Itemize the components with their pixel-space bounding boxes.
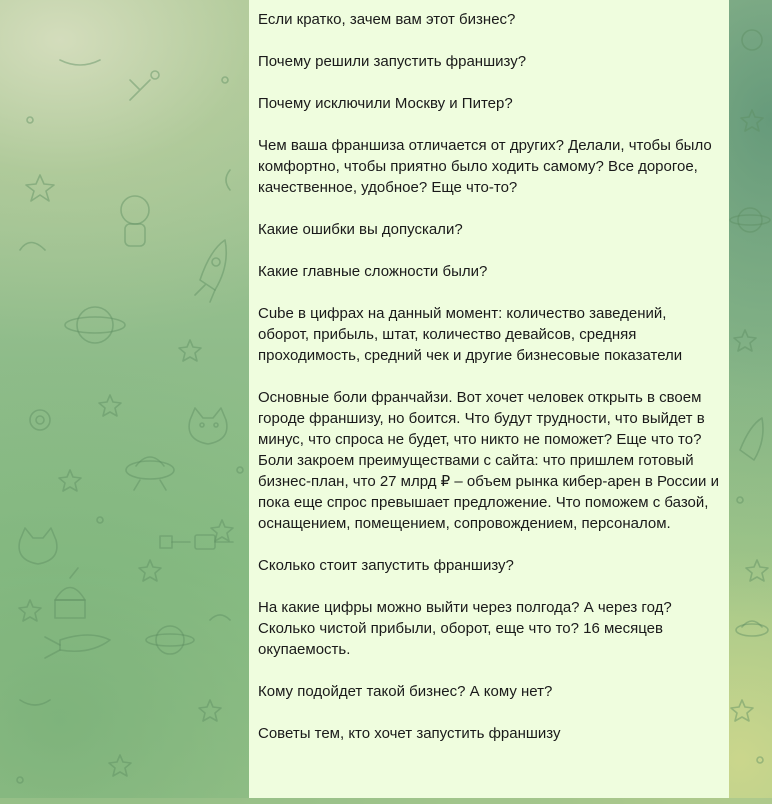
message-bubble[interactable] [249,0,729,798]
message-paragraph: Сколько стоит запустить франшизу? [258,557,514,574]
paragraph-gap [258,198,719,219]
message-paragraph: Какие главные сложности были? [258,263,488,280]
message-paragraph: Кому подойдет такой бизнес? А кому нет? [258,683,553,700]
paragraph-gap [258,576,719,597]
message-paragraph: Cube в цифрах на данный момент: количество заведений, оборот, прибыль, штат, количество девайсов, средняя проходимость, средний чек и другие бизнесовые показатели [258,305,683,364]
message-paragraph: Если кратко, зачем вам этот бизнес? [258,11,516,28]
chat-bottom-edge [0,798,772,804]
message-paragraph: Почему решили запустить франшизу? [258,53,527,70]
message-paragraph: Основные боли франчайзи. Вот хочет человек открыть в своем городе франшизу, но боится. Что будут трудности, что выйдет в минус, что спроса не будет, что никто не поможет? Еще что то? [258,389,705,448]
paragraph-gap [258,702,719,723]
message-paragraph: Почему исключили Москву и Питер? [258,95,513,112]
paragraph-gap [258,660,719,681]
message-paragraph: На какие цифры можно выйти через полгода? А через год? Сколько чистой прибыли, оборот, еще что то? 16 месяцев окупаемость. [258,599,672,658]
message-paragraph: Какие ошибки вы допускали? [258,221,463,238]
message-text [258,9,719,744]
paragraph-gap [258,366,719,387]
message-paragraph: Советы тем, кто хочет запустить франшизу [258,725,561,742]
paragraph-gap [258,534,719,555]
paragraph-gap [258,282,719,303]
message-paragraph: Боли закроем преимуществами с сайта: что пришлем готовый бизнес-план, что 27 млрд ₽ – объем рынка кибер-арен в России и пока еще спрос превышает предложение. Что поможем с базой, оснащением, помещением, сопровождением, персоналом. [258,452,719,532]
message-paragraph: Чем ваша франшиза отличается от других? Делали, чтобы было комфортно, чтобы приятно было ходить самому? Все дорогое, качественное, удобное? Еще что-то? [258,137,712,196]
paragraph-gap [258,240,719,261]
paragraph-gap [258,72,719,93]
paragraph-gap [258,30,719,51]
paragraph-gap [258,114,719,135]
